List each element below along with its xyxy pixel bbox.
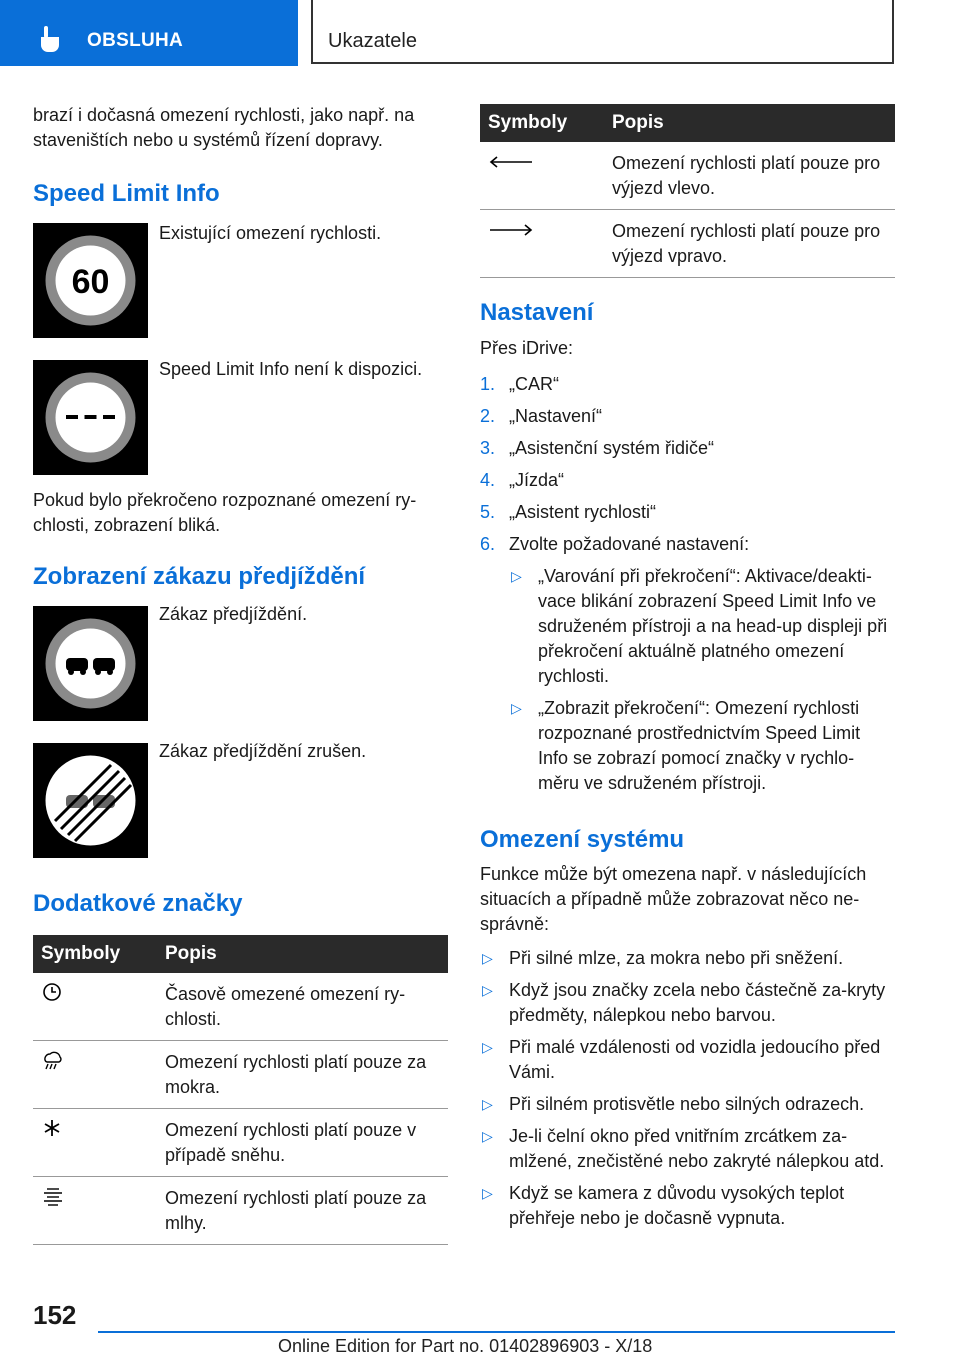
flash-note: Pokud bylo překročeno rozpoznané omezení ry-chlosti, zobrazení bliká. [33,490,417,535]
sign-unavailable-description: Speed Limit Info není k dispozici. [159,359,423,379]
limits-heading: Omezení systému [480,826,685,853]
table-header-symbols: Symboly [480,104,604,142]
table-row: Omezení rychlosti platí pouze pro výjezd vlevo. [480,142,895,210]
additional-signs-table [33,935,448,1245]
limits-section [480,862,895,1238]
table-header-description: Popis [604,104,895,142]
table-header-description: Popis [157,935,448,973]
list-item: ▷ Když se kamera z důvodu vysokých teplot přehřeje nebo je dočasně vypnuta. [482,1183,845,1228]
limits-list [480,946,895,1231]
triangle-bullet-icon: ▷ [482,950,493,966]
limits-intro: Funkce může být omezena např. v následujících situacích a případně může zobrazovat něco ne-správně: [480,864,867,934]
table-row: Časově omezené omezení ry-chlosti. [33,973,448,1041]
end-no-overtaking-description: Zákaz předjíždění zrušen. [159,741,367,761]
triangle-bullet-icon: ▷ [482,1128,493,1144]
chapter-title: Ukazatele [328,30,417,52]
triangle-bullet-icon: ▷ [511,568,522,584]
page-number: 152 [33,1300,77,1330]
no-overtaking-description: Zákaz předjíždění. [159,604,308,624]
triangle-bullet-icon: ▷ [482,982,493,998]
settings-steps [480,372,895,557]
triangle-bullet-icon: ▷ [482,1185,493,1201]
list-item: ▷ Při silném protisvětle nebo silných odrazech. [480,1092,895,1117]
settings-heading: Nastavení [480,299,594,326]
rain-icon [41,1050,63,1070]
list-item: ▷ Je-li čelní okno před vnitřním zrcátkem za-mlžené, znečistěné nebo zakryté nálepkou atd. [482,1126,885,1171]
list-item: ▷ Když jsou značky zcela nebo částečně za-kryty předměty, nálepkou nebo barvou. [482,980,886,1025]
hand-pointer-icon [38,26,62,52]
additional-signs-heading: Dodatkové značky [33,890,243,917]
arrow-left-icon [488,155,534,169]
snowflake-icon [41,1118,63,1138]
list-item: ▷ „Varování při překročení“: Aktivace/deakti-vace blikání zobrazení Speed Limit Info ve sdruženém přístroji a na head-up displeji při překročení aktuálně platného omezení rychlosti. [511,566,888,686]
settings-section [480,336,895,803]
sign-60-value: 60 [71,263,110,301]
list-item: 4. „Jízda“ [480,470,565,490]
table-row: Omezení rychlosti platí pouze v případě sněhu. [33,1109,448,1177]
arrow-signs-table [480,104,895,278]
list-item: 1. „CAR“ [480,374,559,394]
overtaking-heading: Zobrazení zákazu předjíždění [33,563,366,590]
fog-icon [41,1186,65,1206]
triangle-bullet-icon: ▷ [482,1039,493,1055]
table-row: Omezení rychlosti platí pouze za mokra. [33,1041,448,1109]
list-item: 2. „Nastavení“ [480,406,603,426]
table-header-symbols: Symboly [33,935,157,973]
section-tab[interactable] [0,0,298,66]
list-item: ▷ Při silné mlze, za mokra nebo při sněžení. [480,946,895,971]
table-row: Omezení rychlosti platí pouze za mlhy. [33,1177,448,1245]
settings-options [480,564,895,796]
list-item: 5. „Asistent rychlosti“ [480,502,657,522]
speed-limit-sign-image [33,223,148,338]
list-item: 3. „Asistenční systém řidiče“ [480,438,715,458]
clock-icon [41,982,63,1002]
footer-divider [98,1331,895,1333]
intro-paragraph: brazí i dočasná omezení rychlosti, jako např. na staveništích nebo u systémů řízení dopravy. [33,105,415,150]
no-overtaking-sign-image [33,606,148,721]
chapter-header [311,0,894,64]
triangle-bullet-icon: ▷ [482,1096,493,1112]
list-item: ▷ „Zobrazit překročení“: Omezení rychlosti rozpoznané prostřednictvím Speed Limit Info se zobrazí pomocí značky v rychlo-měru ve sdruženém přístroji. [511,698,861,793]
edition-footer: Online Edition for Part no. 01402896903 - X/18 [278,1336,653,1356]
sign-60-description: Existující omezení rychlosti. [159,223,382,243]
arrow-right-icon [488,223,534,237]
end-no-overtaking-sign-image [33,743,148,858]
speed-limit-unavailable-image [33,360,148,475]
speed-limit-heading: Speed Limit Info [33,180,220,207]
triangle-bullet-icon: ▷ [511,700,522,716]
list-item: ▷ Při malé vzdálenosti od vozidla jedoucího před Vámi. [482,1037,881,1082]
list-item: 6. Zvolte požadované nastavení: [480,534,750,554]
table-row: Omezení rychlosti platí pouze pro výjezd vpravo. [480,210,895,278]
section-tab-label: OBSLUHA [87,30,184,51]
settings-intro: Přes iDrive: [480,338,574,358]
